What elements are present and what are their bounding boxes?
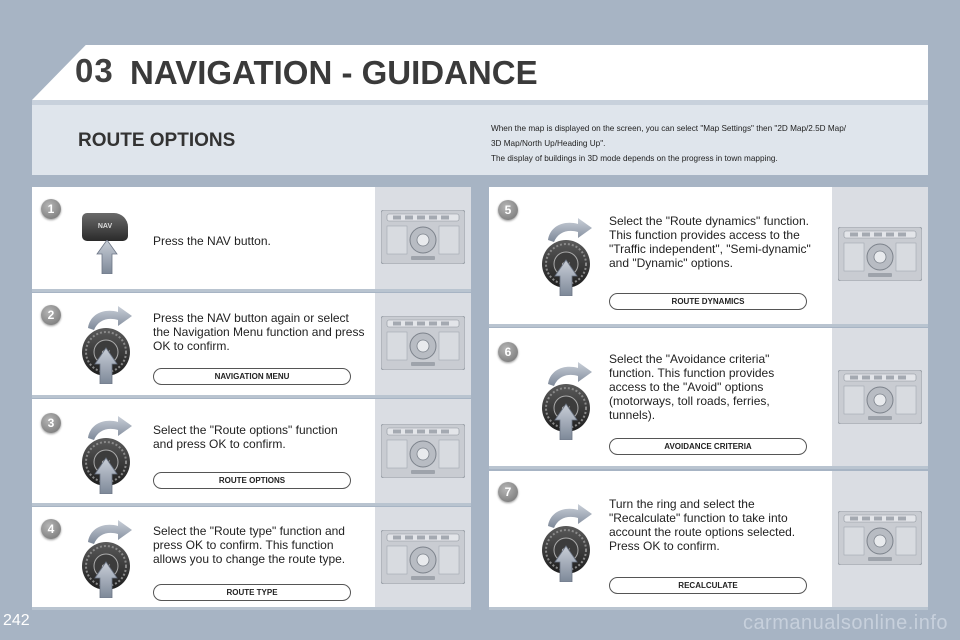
watermark: carmanualsonline.info <box>742 612 948 634</box>
step-5-text: Select the "Route dynamics" function. This function provides access to the "Traffic independent", "Semi-dynamic" and "Dynamic" options. <box>609 214 811 270</box>
radio-photo <box>832 328 928 466</box>
radio-photo <box>832 187 928 324</box>
radio-photo <box>375 187 471 289</box>
step-number-5: 5 <box>498 200 518 220</box>
rotary-knob-icon <box>534 214 598 296</box>
step-7-text: Turn the ring and select the "Recalculate" function to take into account the route options selected. Press OK to confirm. <box>609 497 796 553</box>
rotary-knob-icon <box>74 412 138 494</box>
page-number: 242 <box>3 612 30 629</box>
radio-image <box>838 227 922 281</box>
radio-photo <box>832 471 928 607</box>
menu-label-route-dynamics: ROUTE DYNAMICS <box>609 293 807 310</box>
rotary-knob-icon <box>74 302 138 384</box>
page-title: NAVIGATION - GUIDANCE <box>130 54 538 91</box>
intro-text <box>491 121 911 166</box>
menu-label-route-type: ROUTE TYPE <box>153 584 351 601</box>
step-number-7: 7 <box>498 482 518 502</box>
menu-label-route-options: ROUTE OPTIONS <box>153 472 351 489</box>
radio-photo <box>375 507 471 607</box>
step-6-text: Select the "Avoidance criteria" function. This function provides access to the "Avoid" options (motorways, toll roads, ferries, tunnels). <box>609 352 775 422</box>
menu-label-navigation-menu: NAVIGATION MENU <box>153 368 351 385</box>
intro-line-2: 3D Map/North Up/Heading Up". <box>491 139 606 148</box>
menu-label-avoidance-criteria: AVOIDANCE CRITERIA <box>609 438 807 455</box>
section-title: ROUTE OPTIONS <box>78 130 236 151</box>
radio-image <box>381 210 465 264</box>
step-4-text: Select the "Route type" function and press OK to confirm. This function allows you to change the route type. <box>153 524 346 566</box>
step-3-text: Select the "Route options" function and press OK to confirm. <box>153 423 338 451</box>
radio-image <box>381 530 465 584</box>
rotary-knob-icon <box>74 516 138 598</box>
step-number-1: 1 <box>41 199 61 219</box>
nav-button-icon: NAV <box>82 213 128 241</box>
radio-image <box>838 370 922 424</box>
arrow-up-icon <box>96 240 118 274</box>
step-number-2: 2 <box>41 305 61 325</box>
intro-line-1: When the map is displayed on the screen, you can select "Map Settings" then "2D Map/2.5D Map/ <box>491 124 847 133</box>
radio-image <box>381 316 465 370</box>
menu-label-recalculate: RECALCULATE <box>609 577 807 594</box>
rotary-knob-icon <box>534 358 598 440</box>
radio-photo <box>375 293 471 395</box>
step-2-text: Press the NAV button again or select the Navigation Menu function and press OK to confirm. <box>153 311 365 353</box>
radio-image <box>838 511 922 565</box>
step-number-4: 4 <box>41 519 61 539</box>
intro-line-3: The display of buildings in 3D mode depends on the progress in town mapping. <box>491 154 778 163</box>
rotary-knob-icon <box>534 500 598 582</box>
radio-image <box>381 424 465 478</box>
step-number-3: 3 <box>41 413 61 433</box>
step-number-6: 6 <box>498 342 518 362</box>
chapter-number: 03 <box>75 52 114 89</box>
radio-photo <box>375 399 471 503</box>
step-1-text: Press the NAV button. <box>153 234 271 248</box>
